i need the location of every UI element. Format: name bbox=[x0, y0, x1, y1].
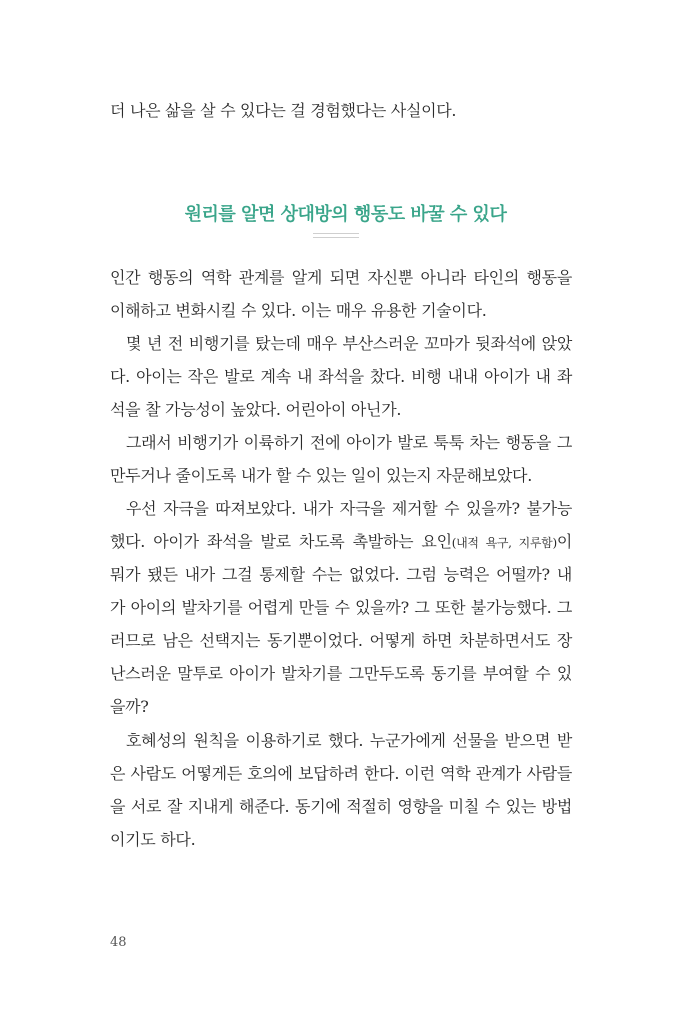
paragraph-4-line-2 bbox=[110, 532, 572, 553]
paragraph-4-line-4: 가 아이의 발차기를 어렵게 만들 수 있을까? 그 또한 불가능했다. 그 bbox=[110, 598, 572, 617]
paragraph-4-line-1: 우선 자극을 따져보았다. 내가 자극을 제거할 수 있을까? 불가능 bbox=[126, 499, 572, 518]
paragraph-1-line-2: 이해하고 변화시킬 수 있다. 이는 매우 유용한 기술이다. bbox=[110, 301, 487, 320]
paragraph-4-line-3: 뭐가 됐든 내가 그걸 통제할 수는 없었다. 그럼 능력은 어떨까? 내 bbox=[110, 565, 572, 584]
paragraph-5-line-4: 이기도 하다. bbox=[110, 830, 196, 849]
paragraph-5-line-2: 은 사람도 어떻게든 호의에 보답하려 한다. 이런 역학 관계가 사람들 bbox=[110, 764, 572, 783]
paragraph-4-line-7: 을까? bbox=[110, 697, 149, 716]
inline-note: (내적 욕구, 지루함) bbox=[451, 536, 557, 550]
paragraph-2-line-1: 몇 년 전 비행기를 탔는데 매우 부산스러운 꼬마가 뒷좌석에 앉았 bbox=[126, 334, 572, 353]
inline-note-suffix: 이 bbox=[556, 532, 572, 551]
paragraph-4-line-5: 러므로 남은 선택지는 동기뿐이었다. 어떻게 하면 차분하면서도 장 bbox=[110, 631, 572, 650]
intro-line: 더 나은 삶을 살 수 있다는 걸 경험했다는 사실이다. bbox=[110, 101, 457, 120]
paragraph-1-line-1: 인간 행동의 역학 관계를 알게 되면 자신뿐 아니라 타인의 행동을 bbox=[110, 268, 572, 287]
paragraph-4-line-6: 난스러운 말투로 아이가 발차기를 그만두도록 동기를 부여할 수 있 bbox=[110, 664, 572, 683]
page-number: 48 bbox=[110, 935, 127, 950]
heading-rule-top bbox=[313, 233, 359, 234]
paragraph-3-line-2: 만두거나 줄이도록 내가 할 수 있는 일이 있는지 자문해보았다. bbox=[110, 466, 532, 485]
section-heading: 원리를 알면 상대방의 행동도 바꿀 수 있다 bbox=[184, 204, 507, 225]
heading-rule-bottom bbox=[313, 237, 359, 238]
paragraph-2-line-3: 석을 찰 가능성이 높았다. 어린아이 아닌가. bbox=[110, 400, 402, 419]
paragraph-4-line-2-text: 했다. 아이가 좌석을 발로 차도록 촉발하는 요인 bbox=[110, 532, 452, 551]
paragraph-2-line-2: 다. 아이는 작은 발로 계속 내 좌석을 찼다. 비행 내내 아이가 내 좌 bbox=[110, 367, 572, 386]
paragraph-5-line-1: 호혜성의 원칙을 이용하기로 했다. 누군가에게 선물을 받으면 받 bbox=[126, 731, 572, 750]
paragraph-3-line-1: 그래서 비행기가 이륙하기 전에 아이가 발로 툭툭 차는 행동을 그 bbox=[126, 433, 572, 452]
paragraph-5-line-3: 을 서로 잘 지내게 해준다. 동기에 적절히 영향을 미칠 수 있는 방법 bbox=[110, 797, 572, 816]
